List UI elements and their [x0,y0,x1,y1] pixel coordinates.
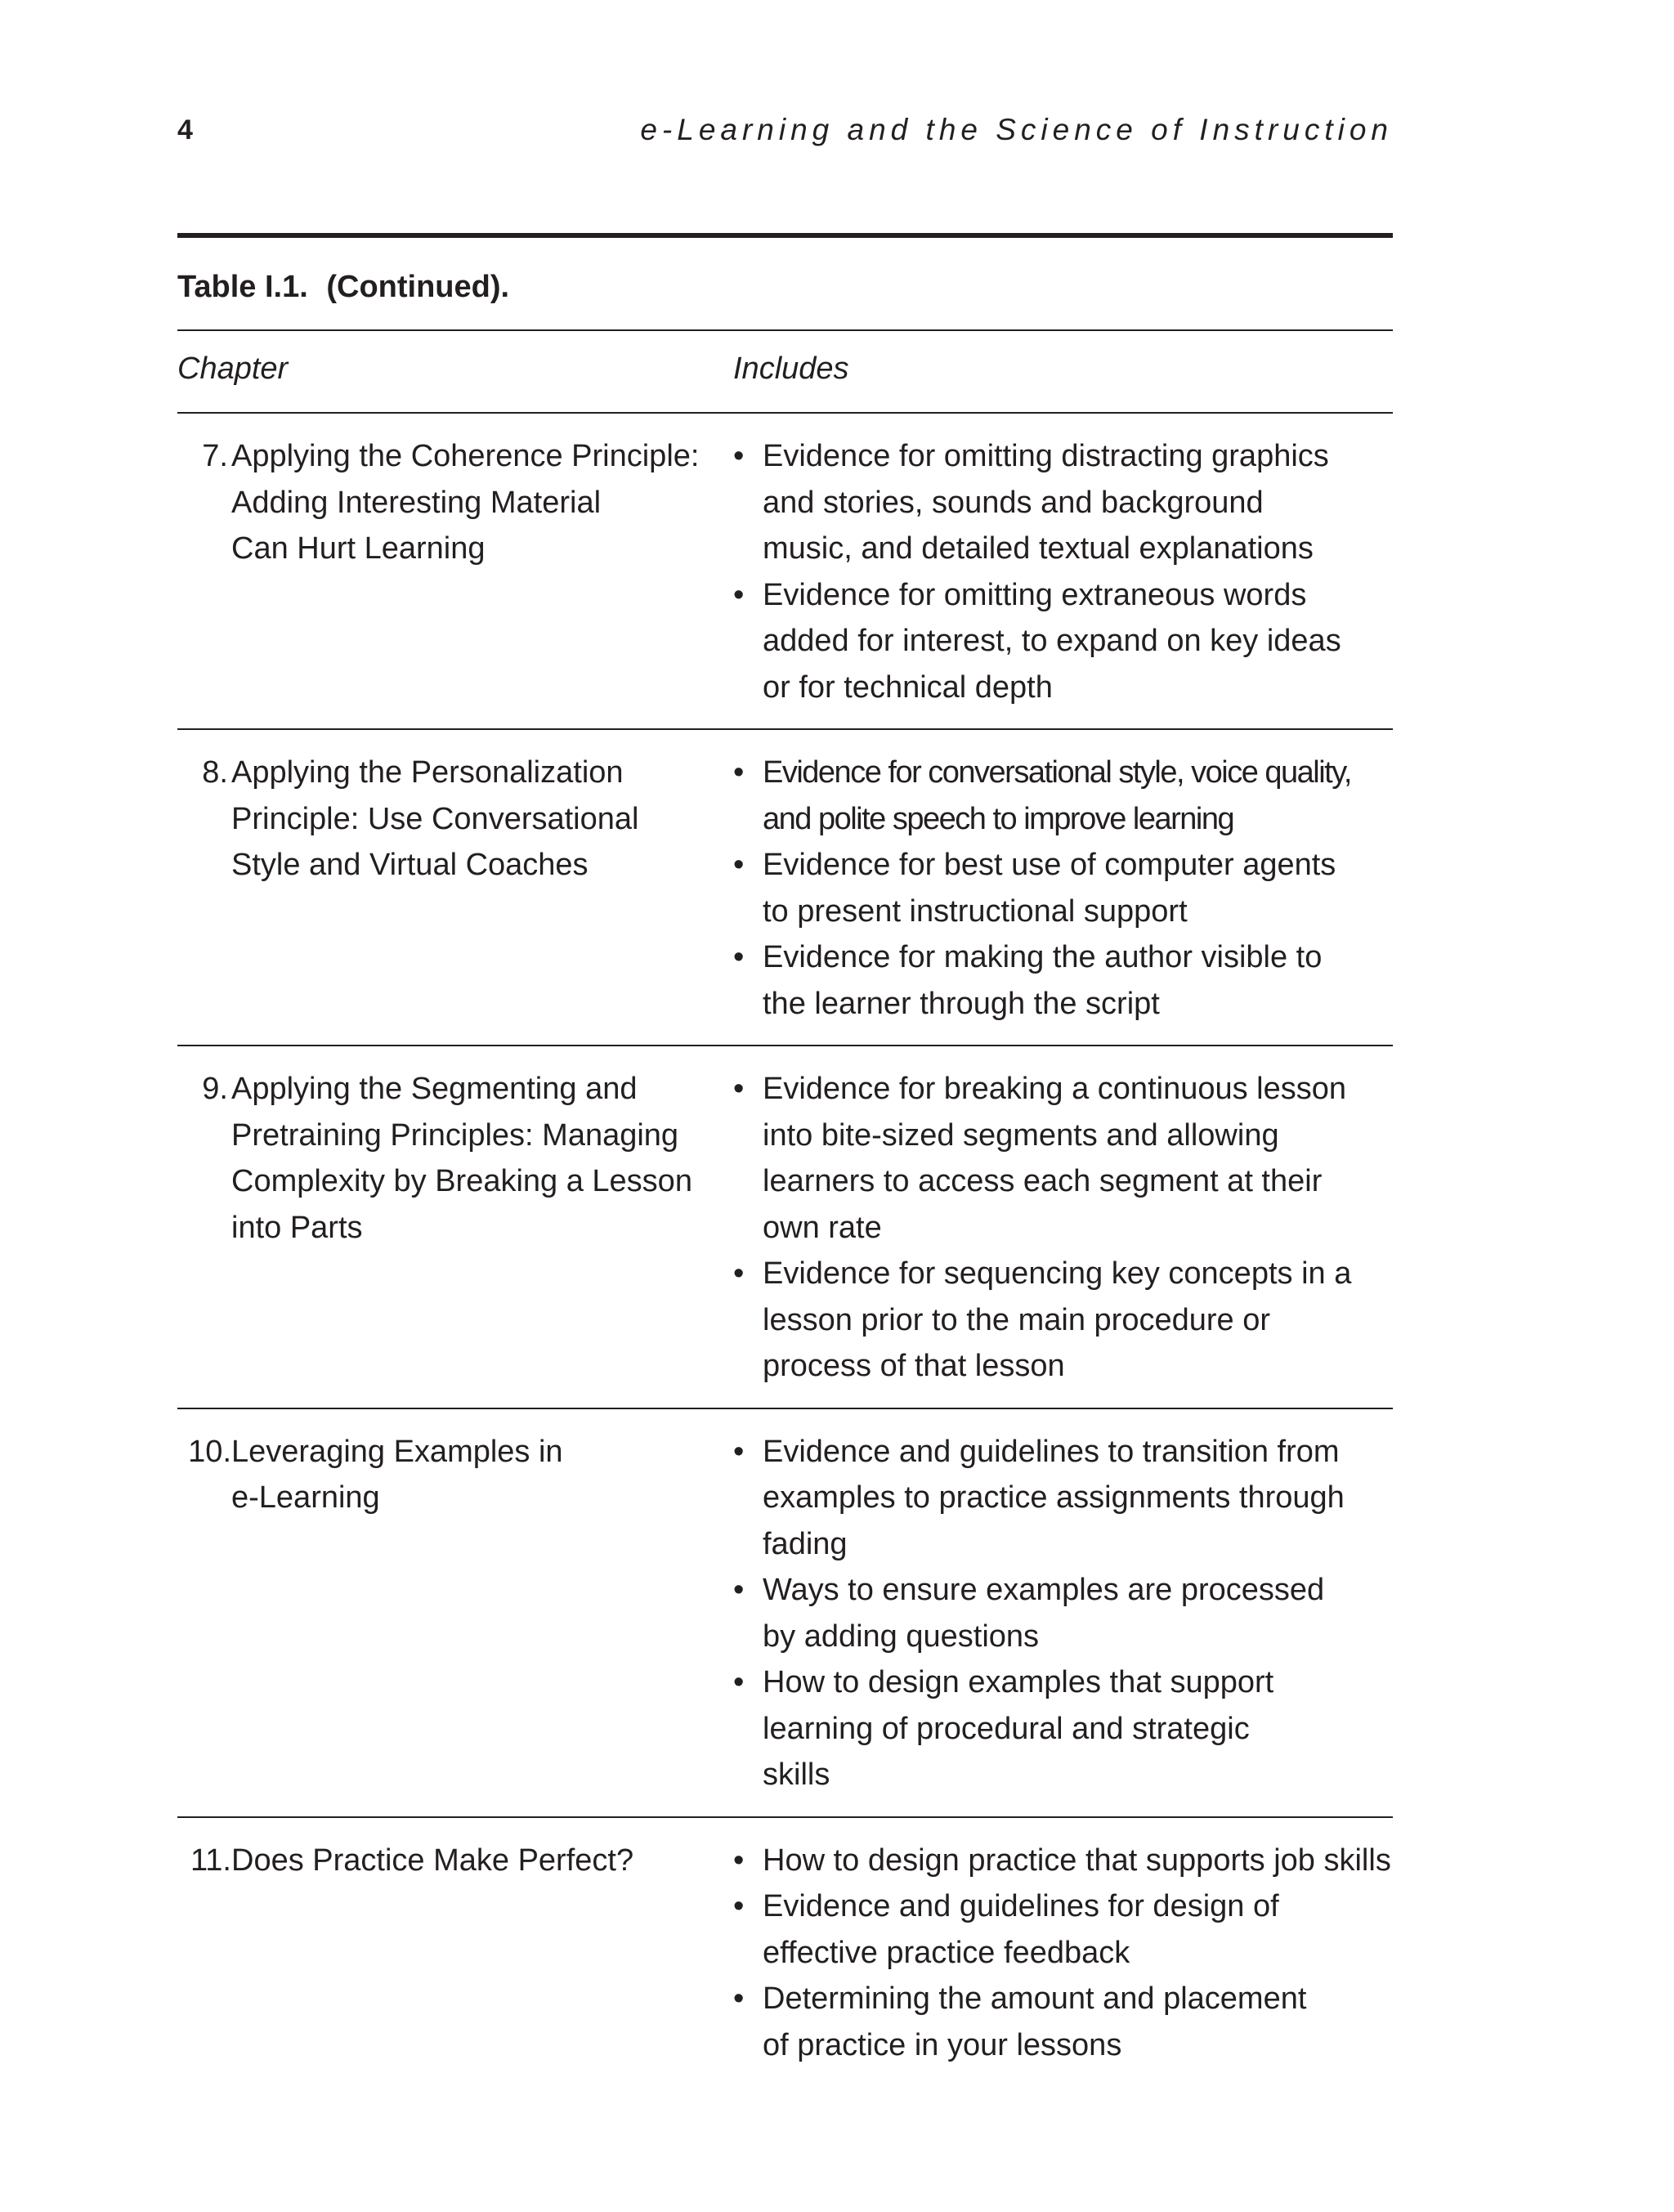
bullet-icon: • [733,439,745,473]
bullet-item [733,433,1395,572]
table-caption [177,270,509,305]
bullet-text: How to design examples that support learning of procedural and strategic skills [763,1665,1274,1792]
chapter-title: Applying the Personalization Principle: Use Conversational Style and Virtual Coaches [231,755,639,882]
bullet-icon: • [733,848,745,882]
top-rule-divider [177,233,1393,238]
bullet-icon: • [733,1072,745,1106]
page-number: 4 [177,114,193,146]
bullet-item [733,1066,1395,1251]
table-row [177,1409,1393,1818]
chapter-number: 10. [188,1434,231,1469]
includes-cell [733,750,1395,1027]
bullet-item [733,1659,1395,1798]
chapter-number: 9. [202,1072,228,1106]
bullet-text: How to design practice that supports job skills [763,1843,1391,1878]
bullet-item [733,1976,1395,2068]
chapter-number: 7. [202,439,228,473]
bullet-text: Evidence and guidelines to transition from examples to practice assignments through fading [763,1434,1345,1561]
bullet-icon: • [733,940,745,974]
bullet-item [733,1251,1395,1390]
table-row [177,730,1393,1046]
bullet-text: Evidence for making the author visible to the learner through the script [763,940,1323,1021]
chapter-number: 11. [190,1843,231,1878]
column-header-includes: Includes [733,352,849,386]
bullet-item [733,934,1395,1027]
bullet-item [733,1429,1395,1568]
bullet-text: Evidence for best use of computer agents to present instructional support [763,848,1336,929]
chapter-title: Does Practice Make Perfect? [231,1843,634,1878]
bullet-text: Evidence for breaking a continuous lesson into bite-sized segments and allowing learners to access each segment at their own rate [763,1072,1347,1245]
table-caption-continued: (Continued). [326,270,510,304]
bullet-text: Determining the amount and placement of practice in your lessons [763,1981,1307,2062]
chapter-cell [177,1429,717,1521]
bullet-icon: • [733,1434,745,1469]
bullet-icon: • [733,755,745,790]
bullet-icon: • [733,1665,745,1699]
bullet-text: Evidence for sequencing key concepts in a lesson prior to the main procedure or process of that lesson [763,1256,1352,1383]
bullet-text: Evidence and guidelines for design of effective practice feedback [763,1889,1279,1970]
chapter-cell [177,750,717,889]
chapter-title: Leveraging Examples in e-Learning [231,1434,563,1515]
running-head: e-Learning and the Science of Instruction [640,113,1393,146]
bullet-icon: • [733,1981,745,2016]
bullet-text: Evidence for conversational style, voice quality, and polite speech to improve learning [763,755,1351,836]
bullet-icon: • [733,1889,745,1923]
table-row [177,414,1393,730]
chapter-cell [177,1838,717,1884]
bullet-item [733,842,1395,934]
includes-cell [733,433,1395,710]
chapter-title: Applying the Coherence Principle: Adding Interesting Material Can Hurt Learning [231,439,700,566]
table-row [177,1046,1393,1409]
bullet-text: Ways to ensure examples are processed by adding questions [763,1573,1325,1654]
chapter-cell [177,433,717,572]
column-header-chapter: Chapter [177,352,289,386]
table-row [177,1818,1393,2087]
bullet-item [733,572,1395,711]
bullet-item [733,750,1395,842]
chapter-cell [177,1066,717,1251]
bullet-item [733,1883,1395,1976]
bullet-item [733,1838,1395,1884]
bullet-item [733,1567,1395,1659]
bullet-icon: • [733,1256,745,1291]
chapter-title: Applying the Segmenting and Pretraining Principles: Managing Complexity by Breaking a Lesson into Parts [231,1072,692,1245]
includes-cell [733,1429,1395,1798]
chapter-number: 8. [202,755,228,790]
bullet-icon: • [733,577,745,612]
table-body [177,414,1393,2086]
bullet-icon: • [733,1573,745,1607]
header-rule-top [177,329,1393,331]
bullet-icon: • [733,1843,745,1878]
table-caption-label: Table I.1. [177,270,308,304]
bullet-text: Evidence for omitting distracting graphics and stories, sounds and background music, and detailed textual explanations [763,439,1329,566]
includes-cell [733,1066,1395,1390]
bullet-text: Evidence for omitting extraneous words added for interest, to expand on key ideas or for technical depth [763,577,1341,705]
includes-cell [733,1838,1395,2069]
